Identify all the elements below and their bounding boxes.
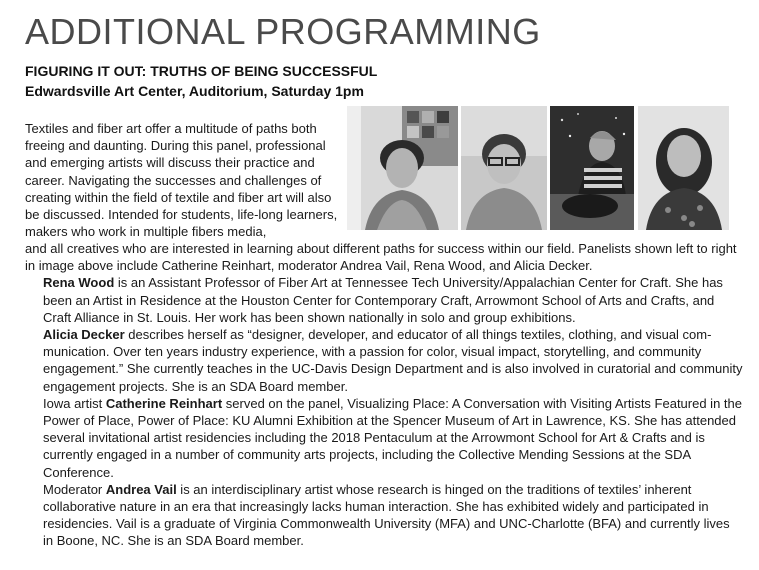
event-venue: Edwardsville Art Center, Auditorium, Saturday 1pm <box>25 83 364 99</box>
panelist-photo-3 <box>550 106 634 230</box>
bio-name: Rena Wood <box>43 275 115 291</box>
bio-name: Alicia Decker <box>43 327 125 343</box>
panelist-photo-4 <box>638 106 729 230</box>
intro-continuation: and all creatives who are interested in learning about different paths for success within our field. Panelists shown left to right in image above include Catherine Reinhart, moderator Andrea Vail, Rena Wood, and Alicia Decker. <box>25 241 737 274</box>
bio-name: Andrea Vail <box>105 481 177 497</box>
bio-catherine-reinhart <box>25 395 743 481</box>
panelist-photo-1 <box>347 106 458 230</box>
bio-andrea-vail <box>25 481 743 550</box>
intro-paragraph: Textiles and fiber art offer a multitude of paths both freeing and daunting. During this panel, professional and emerging artists will discuss their practice and career. Navigating the successes and challenges of creating within the field of textile and fiber art will also be discussed. Intended for students, life-long learners, makers who work in multiple fibers media, <box>25 121 338 240</box>
bio-text: served on the panel, Visualizing Place: A Conversation with Visiting Artists Featured in the Power of Place, Power of Place: KU Alumni Exhibition at the Spencer Museum of Art in Lawrence, KS. She has attended several invitational artist residencies including the 2018 Pentaculum at the Arrowmont School for Art & Crafts and is currently engaged in a number of community arts projects, including the Collective Mending Sessions at the SDA Conference. <box>43 395 742 480</box>
panelist-photos <box>347 106 729 230</box>
bio-text: describes herself as “designer, developer, and educator of all things textiles, clothing, and visual com-munication. Over ten years industry experience, with a passion for color, visual impact, storytelling, and community engagement.” She currently teaches in the UC-Davis Design Department and is also involved in curatorial and community engagement projects. She is an SDA Board member. <box>43 327 743 394</box>
page-title: ADDITIONAL PROGRAMMING <box>25 11 541 52</box>
bio-prefix: Moderator <box>43 481 106 497</box>
body-text <box>25 240 743 550</box>
bio-text: is an interdisciplinary artist whose research is hinged on the traditions of textiles’ inherent collaborative nature in an era that increasingly lacks human interaction. She has exhibited widely and participated in residencies. Vail is a graduate of Virginia Commonwealth University (MFA) and UNC-Charlotte (BFA) and currently lives in Boone, NC. She is an SDA Board member. <box>43 481 730 549</box>
bio-alicia-decker <box>25 326 743 395</box>
panelist-photo-2 <box>461 106 547 230</box>
bio-prefix: Iowa artist <box>43 395 106 411</box>
event-title: FIGURING IT OUT: TRUTHS OF BEING SUCCESSFUL <box>25 63 378 79</box>
bio-rena-wood <box>25 274 743 326</box>
bio-text: is an Assistant Professor of Fiber Art at Tennessee Tech University/Appalachian Center for Craft. She has been an Artist in Residence at the Houston Center for Contemporary Craft, Arrowmont School of Arts and Crafts, and Craft Alliance in St. Louis. Her work has been shown nationally in solo and group exhibitions. <box>43 275 723 325</box>
bio-name: Catherine Reinhart <box>105 395 223 411</box>
